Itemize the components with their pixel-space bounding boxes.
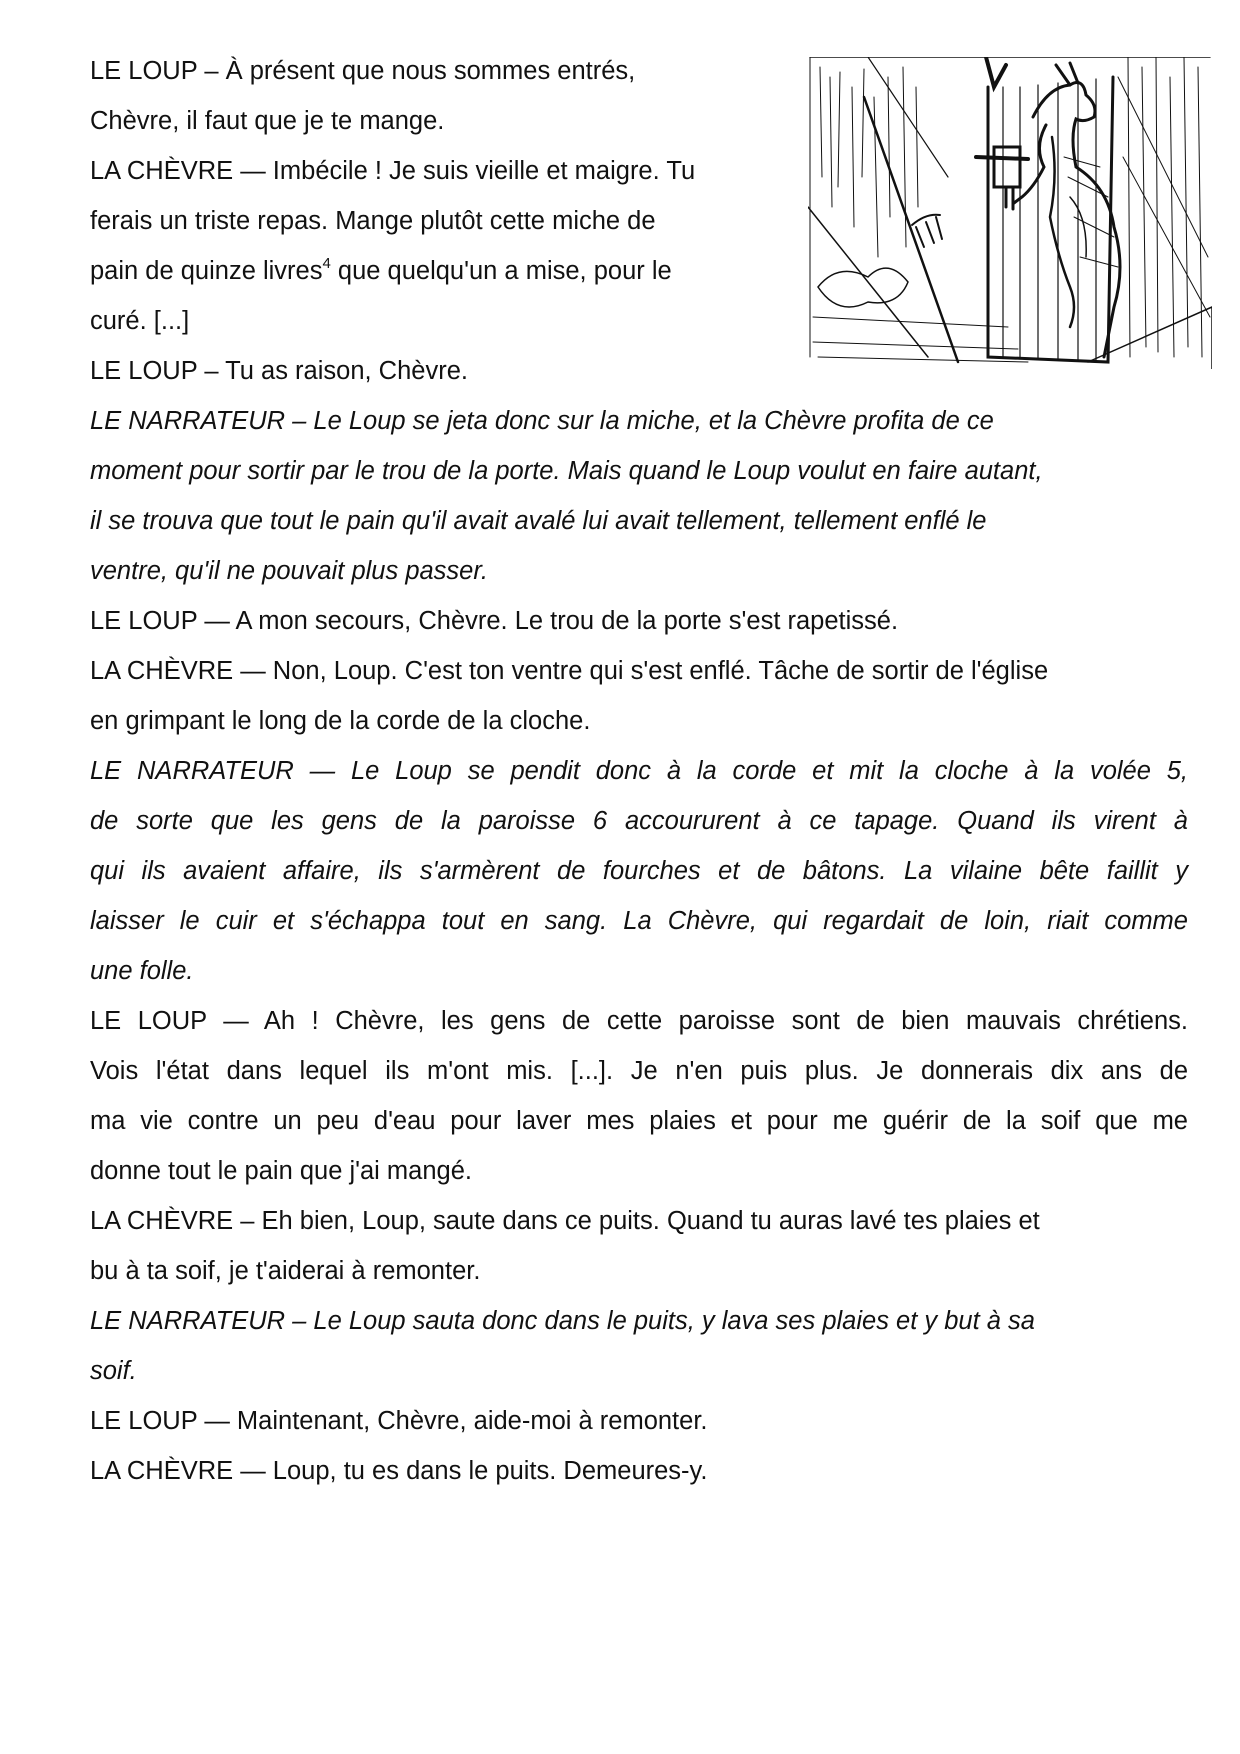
narrator-line: une folle. — [90, 957, 194, 985]
text-line: LA CHÈVRE – Eh bien, Loup, saute dans ce puits. Quand tu auras lavé tes plaies et — [90, 1207, 1040, 1235]
text-line: LE LOUP — Ah ! Chèvre, les gens de cette paroisse sont de bien mauvais chrétiens. — [90, 1007, 1188, 1035]
footnote-marker: 4 — [322, 255, 331, 272]
text-line: LE LOUP — A mon secours, Chèvre. Le trou de la porte s'est rapetissé. — [90, 607, 899, 635]
text-line: LE LOUP — Maintenant, Chèvre, aide-moi à remonter. — [90, 1407, 708, 1435]
text-line: LE LOUP – Tu as raison, Chèvre. — [90, 357, 468, 385]
text-line: donne tout le pain que j'ai mangé. — [90, 1157, 472, 1185]
narrator-line: qui ils avaient affaire, ils s'armèrent de fourches et de bâtons. La vilaine bête faillit y — [90, 857, 1188, 885]
line-text: pain de quinze livres — [90, 257, 323, 285]
text-line: Chèvre, il faut que je te mange. — [90, 107, 445, 135]
narrator-line: moment pour sortir par le trou de la porte. Mais quand le Loup voulut en faire autant, — [90, 457, 1043, 485]
narrator-line: laisser le cuir et s'échappa tout en sang. La Chèvre, qui regardait de loin, riait comme — [90, 907, 1188, 935]
narrator-line: de sorte que les gens de la paroisse 6 accoururent à ce tapage. Quand ils virent à — [90, 807, 1188, 835]
goat-at-door-illustration — [808, 57, 1212, 369]
text-line: LA CHÈVRE — Imbécile ! Je suis vieille et maigre. Tu — [90, 157, 696, 185]
text-line: ferais un triste repas. Mange plutôt cette miche de — [90, 207, 656, 235]
narrator-line: soif. — [90, 1357, 137, 1385]
narrator-line: ventre, qu'il ne pouvait plus passer. — [90, 557, 488, 585]
text-line-with-footnote — [90, 255, 672, 285]
narrator-line: il se trouva que tout le pain qu'il avait avalé lui avait tellement, tellement enflé le — [90, 507, 987, 535]
text-line: bu à ta soif, je t'aiderai à remonter. — [90, 1257, 481, 1285]
text-line: LE LOUP – À présent que nous sommes entrés, — [90, 57, 636, 85]
text-line: en grimpant le long de la corde de la cloche. — [90, 707, 591, 735]
text-line: Vois l'état dans lequel ils m'ont mis. [...]. Je n'en puis plus. Je donnerais dix ans de — [90, 1057, 1188, 1085]
line-text: que quelqu'un a mise, pour le — [330, 257, 672, 285]
text-line: curé. [...] — [90, 307, 190, 335]
narrator-line: LE NARRATEUR – Le Loup sauta donc dans le puits, y lava ses plaies et y but à sa — [90, 1307, 1035, 1335]
text-line: LA CHÈVRE — Non, Loup. C'est ton ventre qui s'est enflé. Tâche de sortir de l'église — [90, 657, 1049, 685]
narrator-line: LE NARRATEUR — Le Loup se pendit donc à la corde et mit la cloche à la volée 5, — [90, 757, 1188, 785]
text-line: ma vie contre un peu d'eau pour laver mes plaies et pour me guérir de la soif que me — [90, 1107, 1188, 1135]
narrator-line: LE NARRATEUR – Le Loup se jeta donc sur la miche, et la Chèvre profita de ce — [90, 407, 994, 435]
text-line: LA CHÈVRE — Loup, tu es dans le puits. Demeures-y. — [90, 1457, 708, 1485]
